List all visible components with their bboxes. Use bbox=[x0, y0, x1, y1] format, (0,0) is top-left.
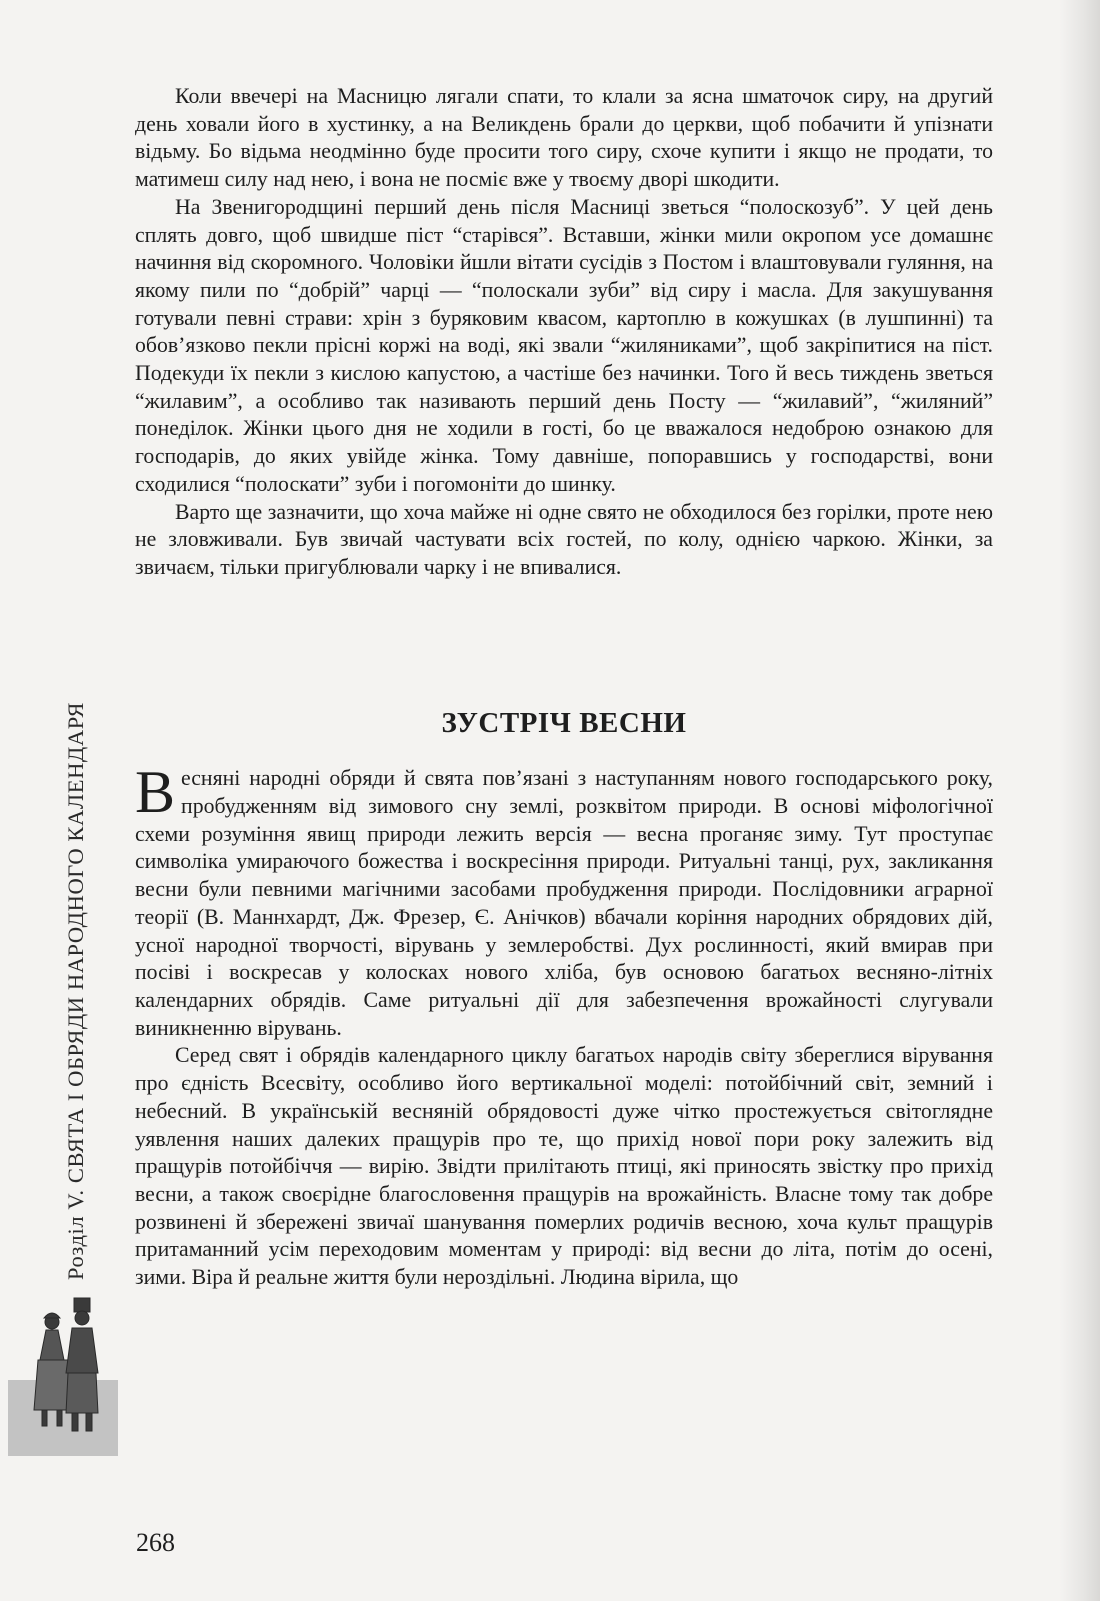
paragraph: Серед свят і обрядів календарного циклу багатьох народів світу збереглися вірування про єдність Всесвіту, особливо його вертикальної моделі: потойбічний світ, земний і небесний. В українській весняній обрядовості дуже чітко простежується світоглядне уявлення наших далеких пращурів про те, що прихід нової пори року залежить від пращурів потойбіччя — вирію. Звідти прилітають птиці, які приносять звістку про прихід весни, а також своєрідне благословення пращурів на врожайність. Власне тому так добре розвинені й збережені звичаї шанування померлих родичів весною, хоча культ пращурів притаманний усім переходовим моментам у природі: від весни до літа, потім до осені, зими. Віра й реальне життя були нероздільні. Людина вірила, що bbox=[135, 1043, 993, 1290]
paragraph: Коли ввечері на Масницю лягали спати, то клали за ясна шматочок сиру, на другий день ховали його в хустинку, а на Великдень брали до церкви, щоб побачити й упізнати відьму. Бо відьма неодмінно буде просити того сиру, схоче купити і якщо не продати, то матимеш силу над нею, і вона не посміє вже у твоєму дворі шкодити. bbox=[135, 84, 993, 192]
drop-cap-letter: В bbox=[135, 759, 176, 826]
page-number: 268 bbox=[136, 1528, 175, 1557]
paragraph: На Звенигородщині перший день після Масниці зветься “полоскозуб”. У цей день сплять довго, щоб швидше піст “старівся”. Вставши, жінки мили окропом усе домашнє начиння від скоромного. Чоловіки йшли вітати сусідів з Постом і влаштовували гуляння, на якому пили по “добрій” чарці — “полоскали зуби” від сиру і масла. Для закушування готували певні страви: хрін з буряковим квасом, картоплю в кожушках (в лушпинні) та обов’язково пекли прісні коржі на воді, які звали “жиляниками”, щоб закріпитися на піст. Подекуди їх пекли з кислою капустою, а частіше без начинки. Того й весь тиждень зветься “жилавим”, а особливо так називають перший день Посту — “жилавий”, “жиляний” понеділок. Жінки цього дня не ходили в гості, бо це вважалося недоброю ознакою для господарів, до яких увійде жінка. Тому давніше, попоравшись у господарстві, вони сходилися “полоскати” зуби і погомоніти до шинку. bbox=[135, 194, 993, 496]
paragraph: Варто ще зазначити, що хоча майже ні одне свято не обходилося без горілки, проте нею не зловживали. Був звичай частувати всіх гостей, по колу, однією чаркою. Жінки, за звичаєм, тільки пригублювали чарку і не впивалися. bbox=[135, 499, 993, 579]
page-edge-shadow bbox=[1060, 0, 1100, 1601]
paragraph-with-dropcap bbox=[135, 759, 993, 1042]
paragraph-text: есняні народні обряди й свята пов’язані з наступанням нового господарського року, пробудженням від зимового сну землі, розквітом природи. В основі міфологічної схеми розуміння явищ природи лежить версія — весна проганяє зиму. Тут проступає символіка умираючого божества і воскресіння природи. Ритуальні танці, рух, закликання весни були певними магічними засобами пробудження природи. Послідовники аграрної теорії (В. Маннхардт, Дж. Фрезер, Є. Анічков) вбачали коріння народних обрядових дій, усної народної творчості, вірувань у землеробстві. Дух рослинності, який вмирав при посіві і воскресав у колосках нового хліба, був основою багатьох весняно-літніх календарних обрядів. Саме ритуальні дії для забезпечення врожайності слугували виникненню вірувань. bbox=[135, 766, 993, 1040]
side-header: Розділ V. СВЯТА І ОБРЯДИ НАРОДНОГО КАЛЕНДАРЯ bbox=[63, 701, 88, 1280]
section-heading: ЗУСТРІЧ ВЕСНИ bbox=[441, 706, 687, 739]
page-body bbox=[135, 83, 993, 1292]
folk-couple-illustration bbox=[22, 1290, 112, 1440]
